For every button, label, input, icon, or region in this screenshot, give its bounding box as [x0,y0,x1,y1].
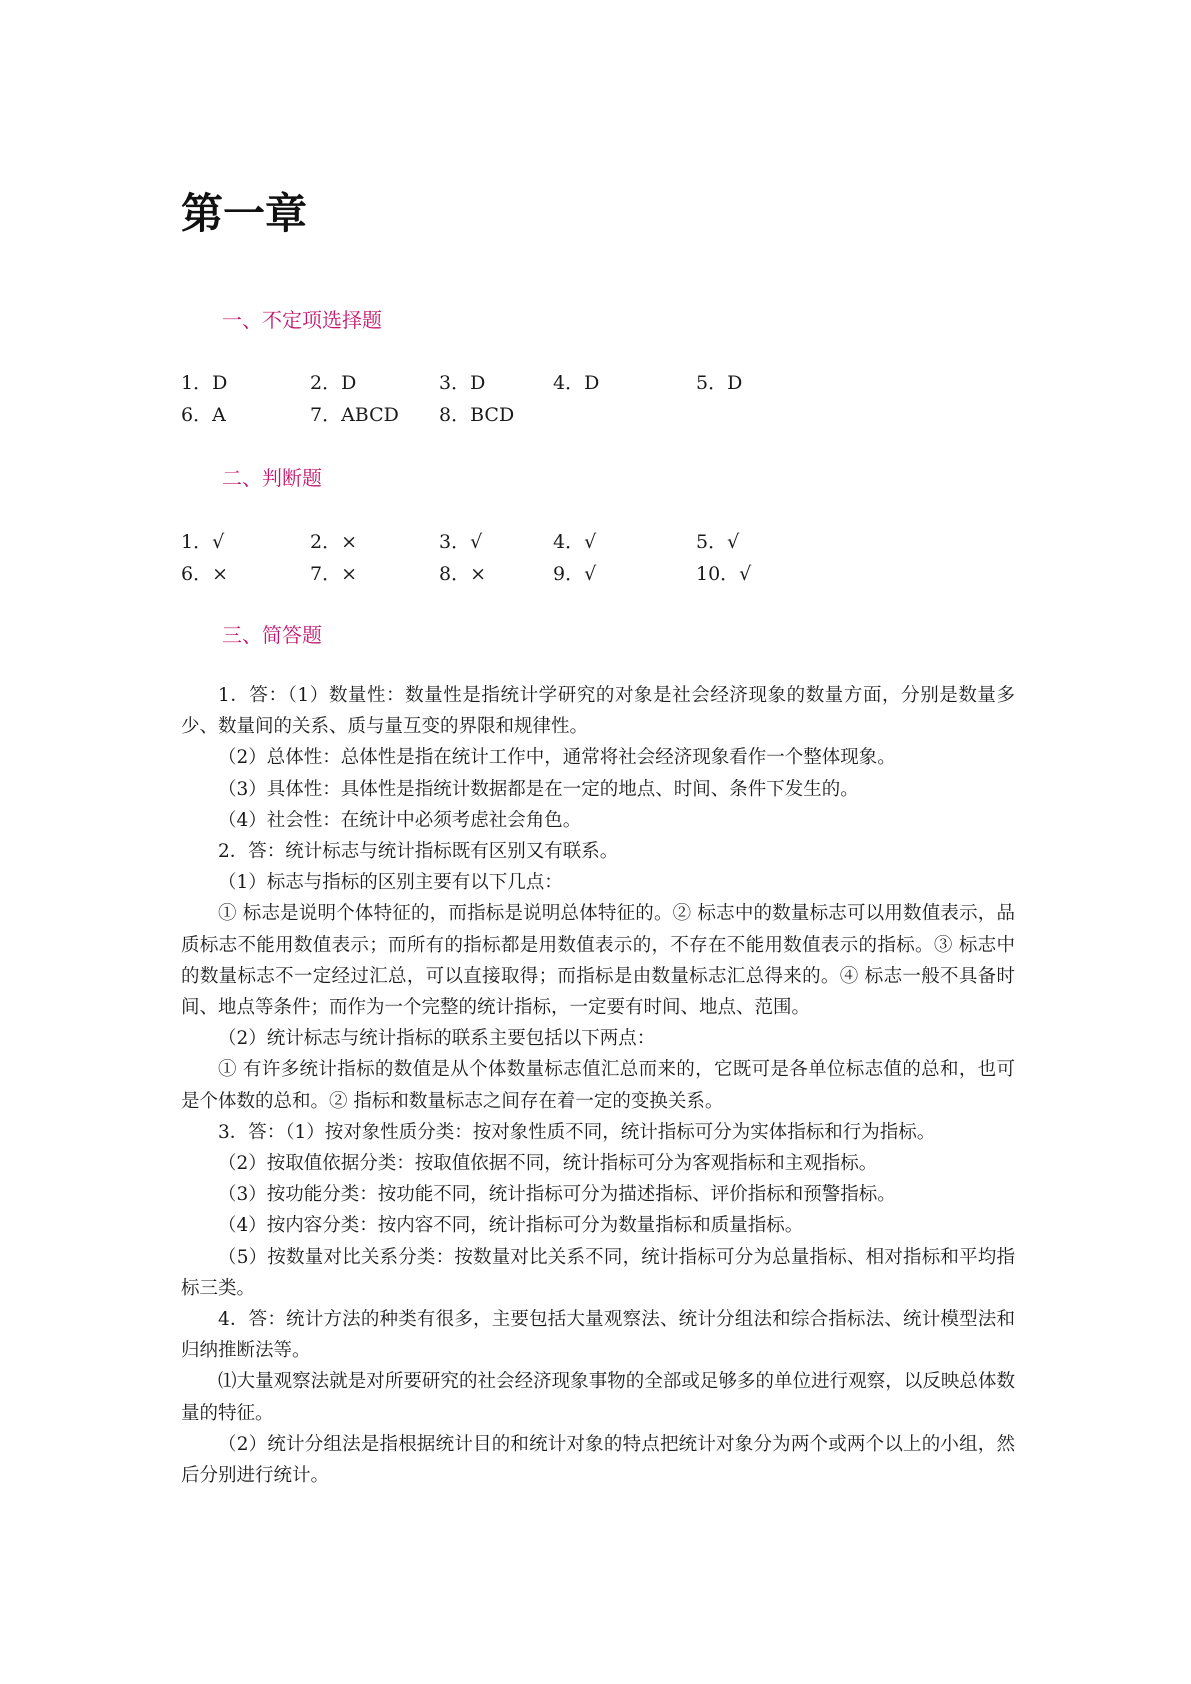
answer-row [181,527,1081,557]
answer-row [181,400,1081,430]
paragraph: （1）标志与指标的区别主要有以下几点： [218,872,563,894]
paragraph: （4）社会性：在统计中必须考虑社会角色。 [218,809,582,831]
section-heading-true-false: 二、判断题 [222,466,322,490]
answer-item: 6．A [181,404,226,426]
paragraph: （2）统计标志与统计指标的联系主要包括以下两点： [218,1028,656,1050]
answer-item: 5．D [696,372,743,394]
answer-item: 1．D [181,372,228,394]
paragraph: （2）总体性：总体性是指在统计工作中，通常将社会经济现象看作一个整体现象。 [218,747,896,769]
paragraph: （3）按功能分类：按功能不同，统计指标可分为描述指标、评价指标和预警指标。 [218,1184,896,1206]
answer-item: 4．√ [553,531,597,553]
answer-item: 6．× [181,563,229,585]
paragraph: ① 标志是说明个体特征的，而指标是说明总体特征的。② 标志中的数量标志可以用数值表示，品质标志不能用数值表示；而所有的指标都是用数值表示的，不存在不能用数值表示的指标。③ 标志中的数量标志不一定经过汇总，可以直接取得；而指标是由数量标志汇总得来的。④ 标志一般不具备时间、地点等条件；而作为一个完整的统计指标，一定要有时间、地点、范围。 [181,903,1015,1019]
answer-item: 8．BCD [439,404,515,426]
answer-item: 2．× [310,531,358,553]
section-heading-short-answer: 三、简答题 [222,623,322,647]
answer-item: 3．√ [439,531,483,553]
answer-item: 3．D [439,372,486,394]
answer-item: 7．ABCD [310,404,399,426]
answer-item: 7．× [310,563,358,585]
answer-item: 4．D [553,372,600,394]
paragraph: ① 有许多统计指标的数值是从个体数量标志值汇总而来的，它既可是各单位标志值的总和，也可是个体数的总和。② 指标和数量标志之间存在着一定的变换关系。 [181,1059,1015,1112]
answer-row [181,559,1081,589]
answer-row [181,368,1081,398]
answer-item: 1．√ [181,531,225,553]
answer-item: 10．√ [696,563,752,585]
answer-item: 5．√ [696,531,740,553]
paragraph: 3．答：（1）按对象性质分类：按对象性质不同，统计指标可分为实体指标和行为指标。 [218,1121,936,1143]
paragraph: 2．答：统计标志与统计指标既有区别又有联系。 [218,841,619,863]
answer-item: 9．√ [553,563,597,585]
paragraph: （3）具体性：具体性是指统计数据都是在一定的地点、时间、条件下发生的。 [218,778,859,800]
paragraph: 4．答：统计方法的种类有很多，主要包括大量观察法、统计分组法和综合指标法、统计模型法和归纳推断法等。 [181,1309,1015,1362]
paragraph: （2）按取值依据分类：按取值依据不同，统计指标可分为客观指标和主观指标。 [218,1153,878,1175]
paragraph: （2）统计分组法是指根据统计目的和统计对象的特点把统计对象分为两个或两个以上的小组，然后分别进行统计。 [181,1433,1015,1487]
answer-item: 8．× [439,563,487,585]
section-heading-multiple-choice: 一、不定项选择题 [222,308,382,332]
paragraph: 1．答：（1）数量性：数量性是指统计学研究的对象是社会经济现象的数量方面，分别是数量多少、数量间的关系、质与量互变的界限和规律性。 [181,685,1015,738]
paragraph: （4）按内容分类：按内容不同，统计指标可分为数量指标和质量指标。 [218,1215,804,1237]
paragraph: （5）按数量对比关系分类：按数量对比关系不同，统计指标可分为总量指标、相对指标和平均指标三类。 [181,1246,1015,1299]
answer-item: 2．D [310,372,357,394]
paragraph: ⑴大量观察法就是对所要研究的社会经济现象事物的全部或足够多的单位进行观察，以反映总体数量的特征。 [181,1371,1015,1424]
short-answer-body [181,680,1015,1491]
chapter-title: 第一章 [181,189,308,238]
